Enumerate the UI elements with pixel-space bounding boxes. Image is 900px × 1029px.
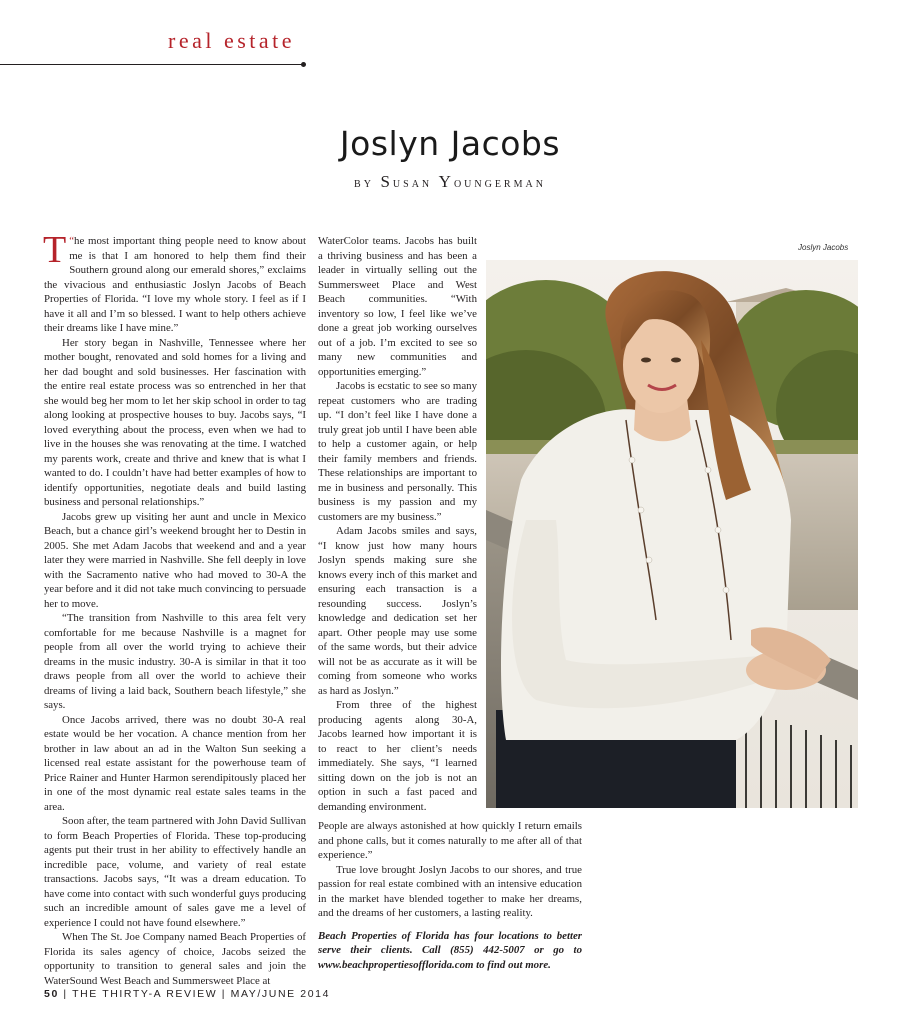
byline-prefix: by (354, 176, 374, 191)
article-paragraph: Soon after, the team partnered with John David Sullivan to form Beach Properties of Florida. These top-producing agents put their trust in her ability to effectively handle an incredible pace, volume, and variety of real estate transactions. Jacobs says, “It was a dream education. To have come into contact with such wonderful guys producing such an incredible amount of sales gave me a level of experience I could not have found elsewhere.” (44, 815, 306, 929)
article-paragraph (43, 229, 306, 336)
drop-cap: T (43, 229, 67, 271)
publication-name: THE THIRTY-A REVIEW (72, 988, 218, 1000)
paragraph-text: he most important thing people need to know about me is that I am honored to help them find their Southern ground along our emerald shores,” exclaims the vivacious and enthusiastic Joslyn Jacobs of Beach Properties of Florida. “I love my whole story. I feel as if I have it all and I’m so blessed. I want to help others achieve their dreams like I have mine.” (44, 235, 306, 334)
article-paragraph: Jacobs grew up visiting her aunt and uncle in Mexico Beach, but a chance girl’s weekend brought her to Destin in 2005. She met Adam Jacobs that weekend and and a year later they were married in Nashville. She fell deeply in love with the Sacramento native who had moved to 30-A the year before and it did not take much convincing to persuade her to move. (44, 510, 306, 610)
portrait-photo (486, 260, 858, 808)
section-rule-dot (301, 62, 306, 67)
article-column-3 (318, 819, 582, 972)
article-paragraph: Her story began in Nashville, Tennessee where her mother bought, renovated and sold homes for a living and her dad bought and sold businesses. Her fascination with the entire real estate process was so entrenched in her that she would beg her mom to let her skip school in order to tag along looking at prospective houses to buy. Jacobs says, “I loved everything about the process, even when we had to live in the houses she was renovating at the time. I watched my parents work, create and thrive and knew that is what I wanted to do. I couldn’t have had better examples of how to identify opportunities, negotiate deals and build lasting business and personal relationships.” (44, 336, 306, 508)
issue-date: MAY/JUNE 2014 (230, 988, 331, 1000)
article-paragraph: From three of the highest producing agents along 30-A, Jacobs learned how important it is to react to her client’s needs immediately. She says, “I learned sitting down on the job is not an option in such a fast paced and demanding environment. (318, 699, 477, 813)
article-byline (0, 172, 900, 192)
author-last-initial: Y (438, 172, 454, 191)
page-number: 50 (44, 988, 59, 1000)
article-column-2 (318, 234, 477, 814)
article-paragraph: When The St. Joe Company named Beach Properties of Florida its sales agency of choice, Jacobs seized the opportunity to transition to general sales and join the WaterSound West Beach and Summersweet Place at (44, 931, 306, 987)
footer-separator: | (63, 988, 68, 1000)
photo-caption: Joslyn Jacobs (798, 243, 849, 252)
article-column-1 (43, 229, 306, 988)
portrait-illustration (486, 260, 858, 808)
section-rule (0, 64, 303, 65)
article-headline: Joslyn Jacobs (339, 124, 561, 163)
call-to-action: Beach Properties of Florida has four locations to better serve their clients. Call (855) 442-5007 or go to www.beachpropertiesofflorida.com to find out more. (318, 929, 582, 971)
article-paragraph: Once Jacobs arrived, there was no doubt 30-A real estate would be her vocation. A chance mention from her brother in law about an ad in the Walton Sun seeking a licensed real estate assistant for the powerhouse team of Price Rainer and Hunter Harmon serendipitously placed her in one of the most dynamic real estate sales teams in the area. (44, 713, 306, 813)
section-label: real estate (168, 28, 296, 53)
page-footer (44, 988, 330, 1000)
open-quote: “ (69, 235, 75, 247)
author-first-rest: usan (392, 176, 433, 191)
author-last-rest: oungerman (453, 176, 546, 191)
author-first-initial: S (380, 172, 393, 191)
article-paragraph: People are always astonished at how quickly I return emails and phone calls, but it comes naturally to me after all of that experience.” (318, 820, 582, 861)
article-paragraph: Adam Jacobs smiles and says, “I know just how many hours Joslyn spends making sure she knows every inch of this market and ensuring each transaction is a resounding success. Joslyn’s knowledge and dedication set her apart. Other people may use some of the same words, but their advice will not be as accurate as it will be coming from someone who works as hard as Joslyn.” (318, 525, 477, 697)
article-paragraph: WaterColor teams. Jacobs has built a thriving business and has been a leader in virtually selling out the Summersweet Place and West Beach communities. “With inventory so low, I feel like we’ve done a great job working ourselves out of a job. I’m excited to see so many new communities and opportunities emerging.” (318, 235, 477, 378)
footer-separator: | (221, 988, 227, 1000)
article-paragraph: Jacobs is ecstatic to see so many repeat customers who are trading up. “I don’t feel like I have done a truly great job until I have been able to help a customer again, or help their family members and friends. These relationships are important to me in business and personally. This business is my passion and my customers are my business.” (318, 380, 477, 523)
article-paragraph: True love brought Joslyn Jacobs to our shores, and true passion for real estate combined with an intensive education in the market have blended together to make her dreams, and the dreams of her customers, a lasting reality. (318, 863, 582, 919)
article-paragraph: “The transition from Nashville to this area felt very comfortable for me because Nashville is a magnet for people from all over the world trying to achieve their dreams in the music industry. 30-A is similar in that it too draws people from all over the world to achieve their dreams of living a laid back, Southern beach lifestyle,” she says. (44, 612, 306, 711)
